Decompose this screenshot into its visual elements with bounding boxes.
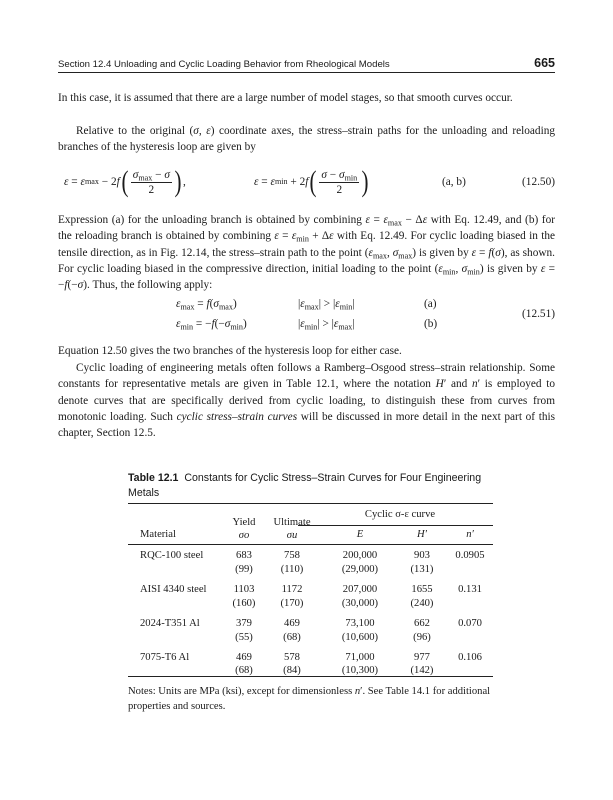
table-row-material: 2024-T351 Al [140,618,200,629]
table-header-E: E [356,529,364,540]
table-cell-E-ksi: (30,000) [341,598,379,609]
table-header-yield-symbol: σo [238,530,250,541]
table-header-ultimate-symbol: σu [286,530,298,541]
table-cell-H-ksi: (131) [410,564,434,575]
paragraph-intro: In this case, it is assumed that there are a large number of model stages, so that smooth curves occur. [58,92,513,104]
table-notes: Notes: Units are MPa (ksi), except for dimensionless n′. See Table 14.1 for additional properties and sources. [128,686,491,712]
table-cell-ultimate-ksi: (170) [280,598,304,609]
table-cell-ultimate-ksi: (110) [280,564,304,575]
running-head [58,56,555,70]
table-header-rule [128,544,493,545]
equation-12-51a-left: $\varepsilon_{max} = f(\sigma_{max})$ [176,298,237,312]
table-cell-E: 207,000 [342,584,378,595]
table-row-material: RQC-100 steel [140,550,204,561]
equation-12-51b-left: $\varepsilon_{min} = -f(-\sigma_{min})$ [176,318,247,332]
table-cell-ultimate: 578 [284,652,300,663]
table-cell-E: 71,000 [345,652,375,663]
paragraph-branches: Equation 12.50 gives the two branches of the hysteresis loop for either case. [58,345,402,357]
table-cell-ultimate-ksi: (68) [283,632,301,643]
table-header-n: n′ [466,529,474,540]
paragraph-expression: Expression (a) for the unloading branch is obtained by combining $\varepsilon = \varepsilon_{max} - \Delta\varepsilon$ with Eq. 12.49, and (b) for the reloading branch is obtained by combining $\varepsilon = \varepsilon_{min} + \Delta\varepsilon$ with Eq. 12.49. For cyclic loading biased in the tensile direction, as in Fig. 12.14, the stress–strain path to the point ($\varepsilon_{max}$, $\sigma_{max}$) is given by ε = f(σ), as shown. For cyclic loading biased in the compressive direction, initial loading to the point ($\varepsilon_{min}$, $\sigma_{min}$) is given by ε = −f(−σ). Thus, the following apply: [58,214,556,292]
paragraph-cyclic-loading: Cyclic loading of engineering metals often follows a Ramberg–Osgood stress–strain relationship. Some constants for representative metals are given in Table 12.1, where the notation H′ and n′ is employed to denote curves that are specifically derived from cyclic loading, to distinguish these from curves from monotonic loading. Such cyclic stress–strain curves will be discussed in more detail in the next part of this chapter, Section 12.5. [58,362,556,440]
table-group-rule [298,525,493,526]
table-cell-E-ksi: (29,000) [341,564,379,575]
table-header-H: H′ [417,529,427,540]
table-cell-n: 0.131 [458,584,482,595]
header-rule [58,72,555,73]
table-title: Constants for Cyclic Stress–Strain Curves for Four Engineering Metals [128,472,482,499]
table-cell-H: 977 [414,652,430,663]
equation-12-50 [58,162,555,202]
table-cell-ultimate: 758 [284,550,300,561]
equation-12-51a-cond: $|\varepsilon_{max}| > |\varepsilon_{min}|$ [298,298,355,312]
table-cell-yield: 1103 [233,584,255,595]
table-caption [128,471,488,500]
table-row-material: AISI 4340 steel [140,584,207,595]
section-title: Section 12.4 Unloading and Cyclic Loading Behavior from Rheological Models [58,59,390,70]
table-cell-H: 1655 [411,584,433,595]
equation-12-51b-cond: $|\varepsilon_{min}| > |\varepsilon_{max}|$ [298,318,355,332]
table-cell-H: 903 [414,550,430,561]
table-cell-ultimate: 1172 [281,584,303,595]
table-top-rule [128,503,493,504]
equation-12-51b-tag: (b) [424,318,438,330]
table-cell-E-ksi: (10,600) [341,632,379,643]
table-cell-E-ksi: (10,300) [341,665,379,676]
table-cell-yield-ksi: (99) [235,564,253,575]
table-label: Table 12.1 [128,472,179,484]
page-number: 665 [534,56,555,70]
table-cell-H-ksi: (96) [413,632,431,643]
table-cell-ultimate-ksi: (84) [283,665,301,676]
paragraph-coordinates: Relative to the original (σ, ε) coordinate axes, the stress–strain paths for the unloading and reloading branches of the hysteresis loop are given by [58,125,556,154]
equation-12-51-number: (12.51) [522,308,555,320]
table-cell-n: 0.0905 [455,550,485,561]
table-cell-H-ksi: (240) [410,598,434,609]
table-cell-E: 73,100 [345,618,375,629]
table-cell-H: 662 [414,618,430,629]
table-cell-yield: 379 [236,618,252,629]
table-cell-yield-ksi: (68) [235,665,253,676]
table-cell-yield-ksi: (160) [232,598,256,609]
table-cell-n: 0.070 [458,618,482,629]
equation-12-50-number: (12.50) [522,176,555,188]
table-cell-yield: 683 [236,550,252,561]
equation-12-51 [58,296,555,332]
table-header-yield: Yield [232,517,256,528]
table-row-material: 7075-T6 Al [140,652,190,663]
equation-12-51a-tag: (a) [424,298,437,310]
table-cell-n: 0.106 [458,652,482,663]
table-header-material: Material [140,529,176,540]
equation-12-50a: ε = ε max − 2 f ( $\frac{\sigma_{max} - \sigma}{2}$ ) , [64,165,186,198]
table-cell-yield: 469 [236,652,252,663]
table-header-ultimate: Ultimate [273,517,311,528]
table-group-header: Cyclic σ-ε curve [364,509,436,520]
equation-12-50b: ε = ε min + 2 f ( $\frac{\sigma - \sigma_{min}}{2}$ ) [254,165,369,198]
equation-12-50-ab: (a, b) [442,176,466,188]
table-cell-ultimate: 469 [284,618,300,629]
table-cell-yield-ksi: (55) [235,632,253,643]
table-cell-H-ksi: (142) [410,665,434,676]
table-cell-E: 200,000 [342,550,378,561]
